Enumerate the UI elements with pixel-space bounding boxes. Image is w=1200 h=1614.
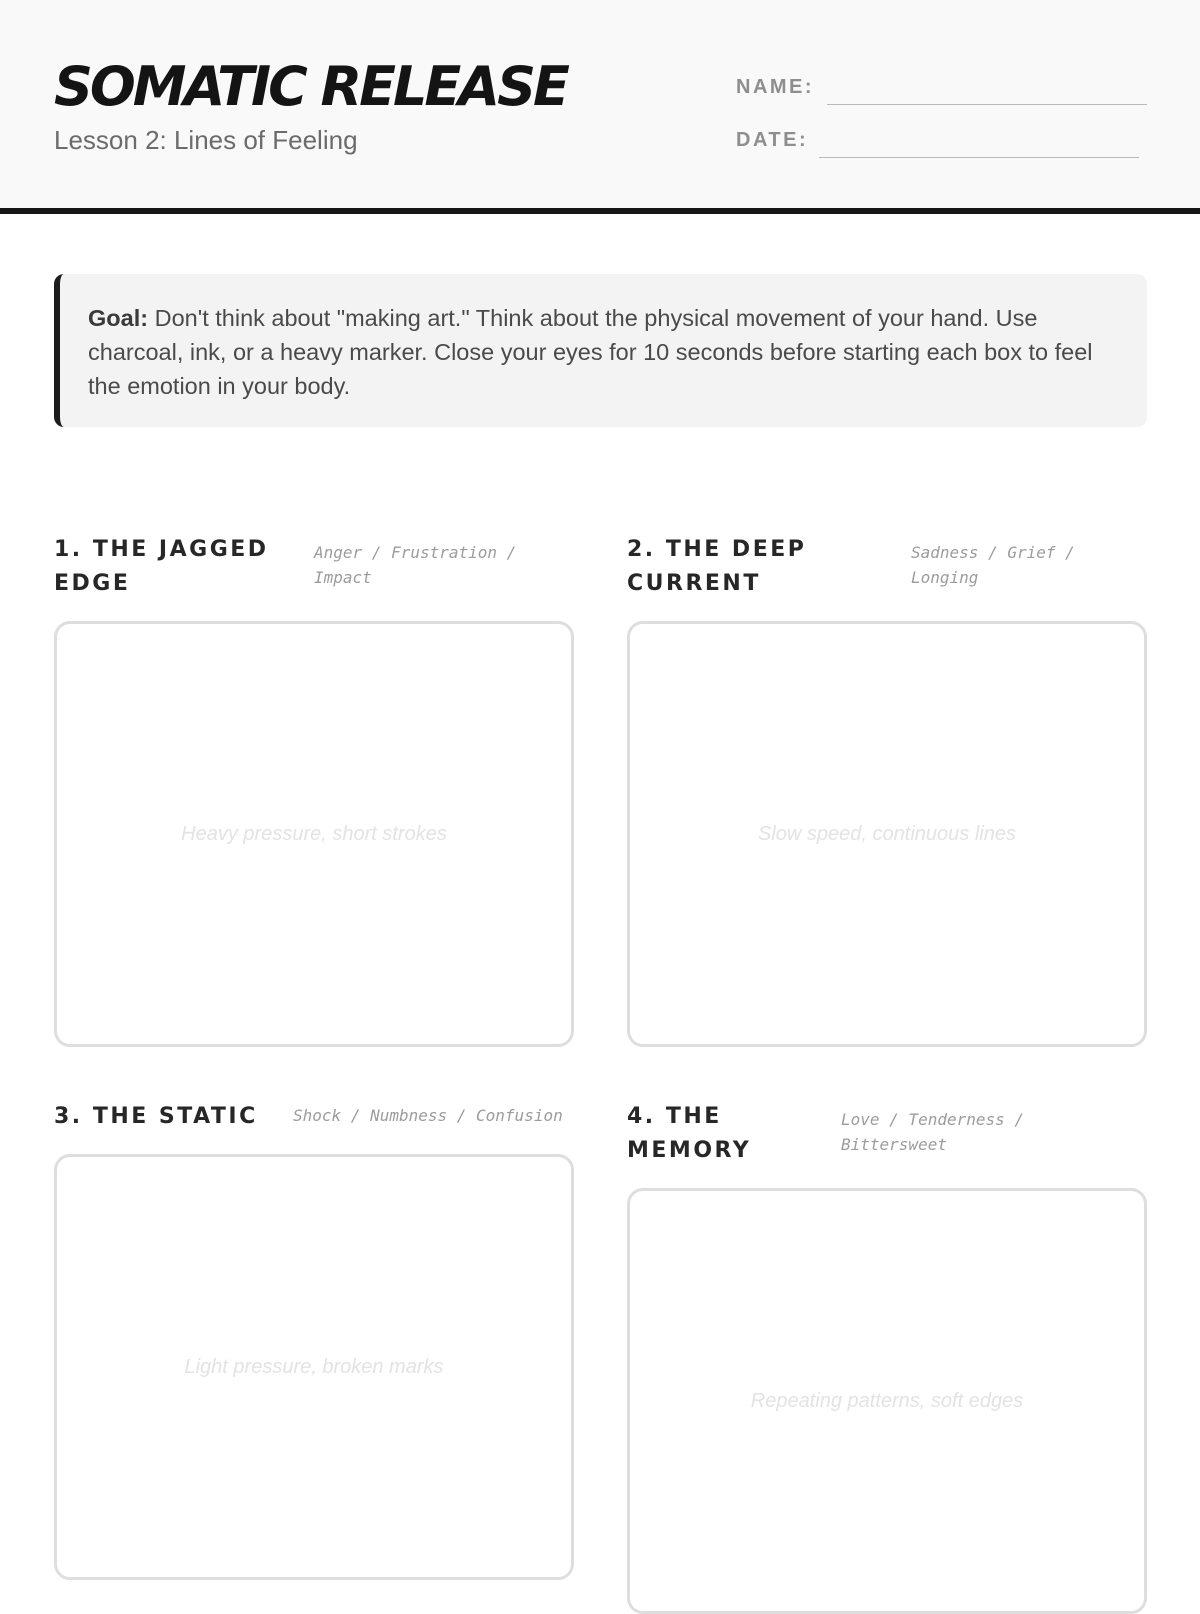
date-field[interactable]: [819, 157, 1139, 158]
section-1-title-line2: EDGE: [54, 571, 131, 596]
drawing-box-3-hint: Light pressure, broken marks: [184, 1355, 444, 1378]
section-4-emotions-line1: Love / Tenderness /: [841, 1110, 1025, 1129]
worksheet-title: SOMATIC RELEASE: [54, 55, 567, 118]
drawing-box-4-hint: Repeating patterns, soft edges: [750, 1389, 1024, 1412]
section-4-title: [627, 1100, 751, 1168]
drawing-box-2-hint: Slow speed, continuous lines: [758, 822, 1016, 845]
name-field[interactable]: [827, 104, 1147, 105]
section-2-emotions-line1: Sadness / Grief /: [911, 543, 1075, 562]
worksheet-header: [0, 0, 1200, 214]
section-1-title: [54, 533, 269, 601]
section-1-title-line1: 1. THE JAGGED: [54, 537, 269, 562]
section-2-emotions: [911, 540, 1075, 590]
section-2-emotions-line2: Longing: [911, 568, 979, 587]
section-2-title-line2: CURRENT: [627, 571, 761, 596]
goal-callout: [54, 274, 1147, 427]
section-3-title: [54, 1100, 258, 1134]
section-4-title-line1: 4. THE: [627, 1104, 722, 1129]
section-4-title-line2: MEMORY: [627, 1138, 752, 1163]
date-label: DATE:: [736, 129, 809, 151]
section-4-emotions: [841, 1107, 1024, 1157]
drawing-box-1[interactable]: [54, 621, 574, 1047]
drawing-box-4[interactable]: [627, 1188, 1147, 1614]
section-3-emotions-line1: Shock / Numbness / Confusion: [293, 1106, 563, 1125]
section-1-emotions-line2: Impact: [314, 568, 372, 587]
name-label: NAME:: [736, 76, 815, 98]
section-1-emotions: [314, 540, 516, 590]
section-2-title-line1: 2. THE DEEP: [627, 537, 807, 562]
section-3-title-line1: 3. THE STATIC: [54, 1104, 258, 1129]
goal-text: Don't think about "making art." Think about the physical movement of your hand. Use charcoal, ink, or a heavy marker. Close your eyes for 10 seconds before starting each box to feel the emotion in your body.: [88, 305, 1093, 399]
section-1-emotions-line1: Anger / Frustration /: [314, 543, 517, 562]
section-4-emotions-line2: Bittersweet: [841, 1135, 947, 1154]
drawing-box-2[interactable]: [627, 621, 1147, 1047]
lesson-subtitle: Lesson 2: Lines of Feeling: [54, 125, 358, 155]
section-2-title: [627, 533, 806, 601]
goal-label: Goal:: [88, 305, 149, 331]
drawing-box-1-hint: Heavy pressure, short strokes: [181, 822, 447, 845]
section-3-emotions: [293, 1103, 563, 1128]
drawing-box-3[interactable]: [54, 1154, 574, 1580]
